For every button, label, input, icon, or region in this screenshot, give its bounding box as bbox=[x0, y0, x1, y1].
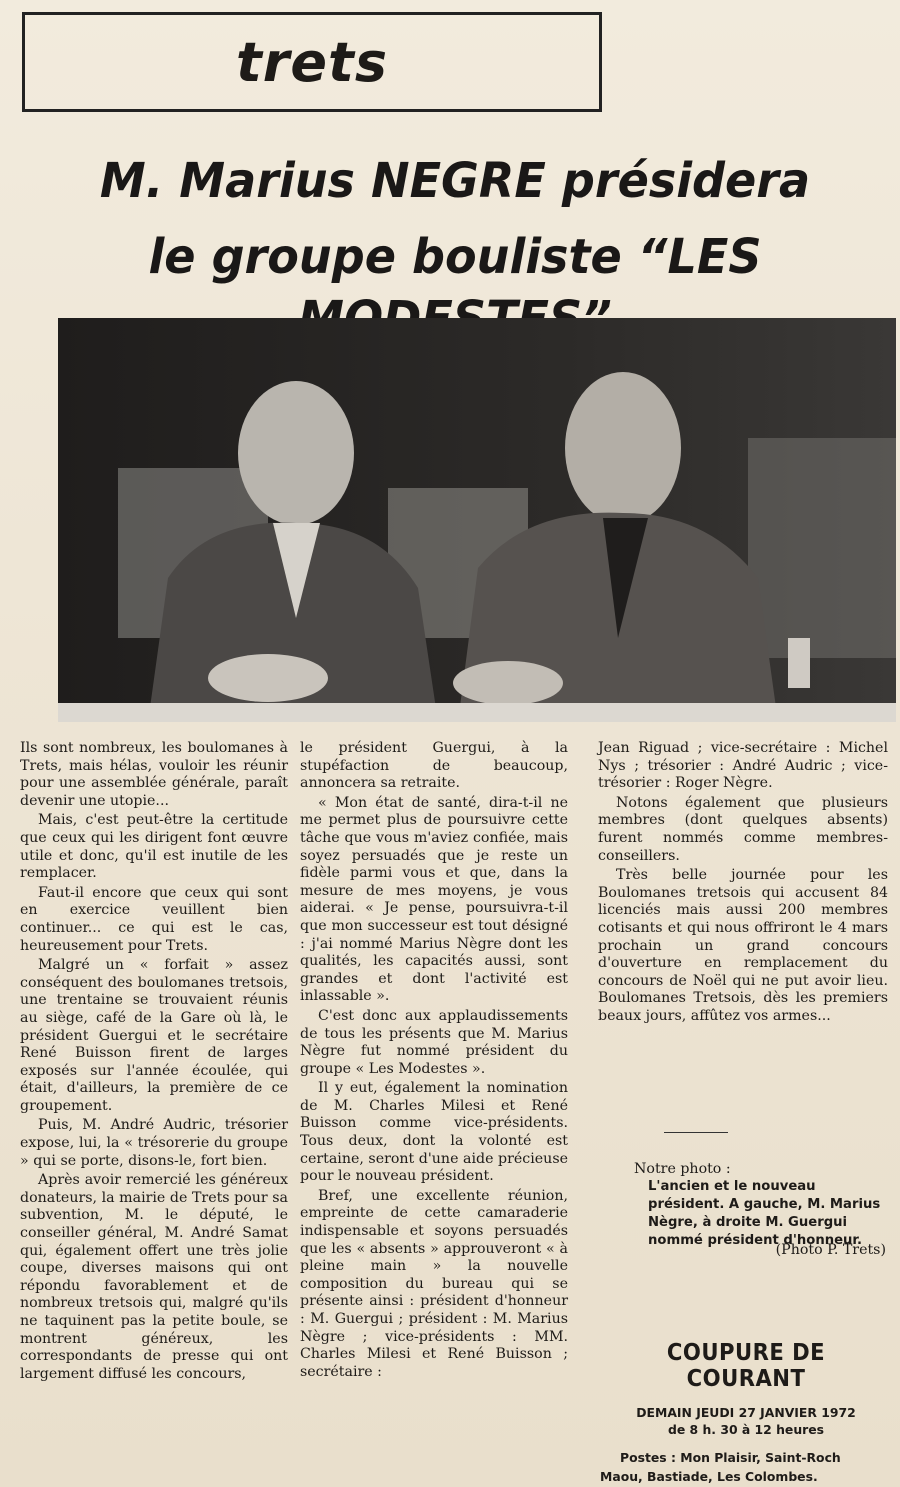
notice-title: COUPURE DE COURANT bbox=[666, 1340, 826, 1392]
paragraph: « Mon état de santé, dira-t-il ne me permet plus de poursuivre cette tâche que vous m'aviez confiée, mais soyez persuadés que je reste un fidèle parmi vous et que, dans la mesure de mes moyens, je vous aiderai. « Je pense, poursuivra-t-il que mon successeur est tout désigné : j'ai nommé Marius Nègre dont les qualités, les capacités aussi, sont grandes et dont l'activité est inlassable ». bbox=[300, 794, 568, 1005]
notice-date: DEMAIN JEUDI 27 JANVIER 1972 bbox=[636, 1405, 856, 1420]
paragraph: Jean Riguad ; vice-secrétaire : Michel Nys ; trésorier : André Audric ; vice-trésorier : Roger Nègre. bbox=[598, 740, 888, 792]
power-cut-notice bbox=[600, 1340, 892, 1486]
paragraph: Ils sont nombreux, les boulomanes à Trets, mais hélas, vouloir les réunir pour une assemblée générale, paraît devenir une utopie... bbox=[20, 740, 288, 809]
paragraph: le président Guergui, à la stupéfaction de beaucoup, annoncera sa retraite. bbox=[300, 740, 568, 792]
column-divider-rule bbox=[664, 1132, 728, 1133]
caption-body: L'ancien et le nouveau président. A gauche, M. Marius Nègre, à droite M. Guergui nommé président d'honneur. bbox=[648, 1179, 881, 1248]
caption-title: Notre photo : bbox=[634, 1161, 731, 1177]
article-column-3 bbox=[598, 740, 888, 1028]
paragraph: Mais, c'est peut-être la certitude que ceux qui les dirigent font œuvre utile et donc, qu'il est inutile de les remplacer. bbox=[20, 812, 288, 882]
paragraph: Puis, M. André Audric, trésorier expose, lui, la « trésorerie du groupe » qui se porte, disons-le, fort bien. bbox=[20, 1117, 288, 1169]
paragraph: Après avoir remercié les généreux donateurs, la mairie de Trets pour sa subvention, M. le député, le conseiller général, M. André Samat qui, également offert une très jolie coupe, diverses maisons qui ont répondu favorablement et de nombreux tretsois qui, malgré qu'ils ne taquinent pas la petite boule, se montrent généreux, les correspondants de presse qui ont largement diffusé les concours, bbox=[20, 1172, 288, 1382]
notice-time: de 8 h. 30 à 12 heures bbox=[667, 1422, 825, 1437]
notice-places-line-2: Maou, Bastiade, Les Colombes. bbox=[600, 1469, 818, 1484]
paragraph: Bref, une excellente réunion, empreinte de cette camaraderie indispensable et soyons persuadés que les « absents » approuveront « à pleine main » la nouvelle composition du bureau qui se présente ainsi : président d'honneur : M. Guergui ; président : M. Marius Nègre ; vice-présidents : MM. Charles Milesi et René Buisson ; secrétaire : bbox=[300, 1187, 568, 1380]
paragraph: Malgré un « forfait » assez conséquent des boulomanes tretsois, une trentaine se trouvaient réunis au siège, café de la Gare où là, le président Guergui et le secrétaire René Buisson firent de larges exposés sur l'année écoulée, qui était, d'ailleurs, la première de ce groupement. bbox=[20, 957, 288, 1114]
paragraph: Faut-il encore que ceux qui sont en exercice veuillent bien continuer... ce qui est le cas, heureusement pour Trets. bbox=[20, 884, 288, 954]
paragraph: Notons également que plusieurs membres (dont quelques absents) furent nommés comme membres-conseillers. bbox=[598, 794, 888, 864]
headline-line-1: M. Marius NEGRE présidera bbox=[99, 153, 811, 209]
article-column-2 bbox=[300, 740, 568, 1383]
article-photo bbox=[58, 318, 896, 722]
notice-places bbox=[600, 1448, 892, 1486]
paragraph: C'est donc aux applaudissements de tous les présents que M. Marius Nègre fut nommé président du groupe « Les Modestes ». bbox=[300, 1007, 568, 1077]
paragraph: Très belle journée pour les Boulomanes tretsois qui accusent 84 licenciés mais aussi 200 membres cotisants et qui nous offriront le 4 mars prochain un grand concours d'ouverture en remplacement du concours de Noël qui ne put avoir lieu. Boulomanes Tretsois, dès les premiers beaux jours, affûtez vos armes... bbox=[598, 867, 888, 1024]
photo-credit: (Photo P. Trets) bbox=[775, 1242, 886, 1258]
article-column-1 bbox=[20, 740, 288, 1385]
photo-caption bbox=[600, 1160, 890, 1250]
notice-places-line-1: Postes : Mon Plaisir, Saint-Roch bbox=[620, 1450, 841, 1465]
section-title: trets bbox=[235, 30, 389, 94]
section-header-box bbox=[22, 12, 602, 112]
paragraph: Il y eut, également la nomination de M. Charles Milesi et René Buisson comme vice-présidents. Tous deux, dont la volonté est certaine, seront d'une aide précieuse pour le nouveau président. bbox=[300, 1080, 568, 1185]
photo-illustration bbox=[58, 318, 896, 722]
headline-line-2: le groupe bouliste “LES bbox=[148, 229, 762, 285]
